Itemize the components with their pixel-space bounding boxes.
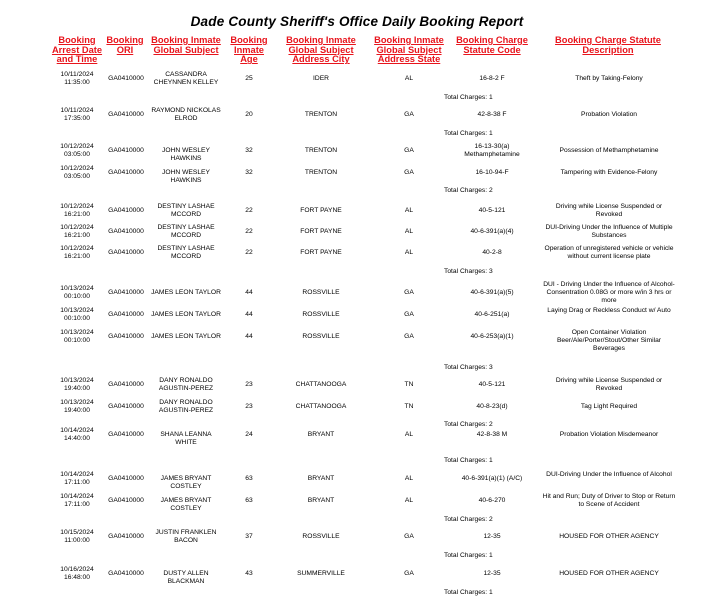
row-statute-description: Operation of unregistered vehicle or vehicle without current license plate xyxy=(544,245,674,260)
row-statute-code: 40-8-23(d) xyxy=(476,403,508,410)
row-inmate-age: 44 xyxy=(245,333,253,340)
row-statute-description: Tag Light Required xyxy=(580,403,638,410)
row-inmate-name: DANY RONALDO AGUSTIN-PEREZ xyxy=(158,377,214,392)
row-address-city: CHATTANOOGA xyxy=(295,403,347,410)
row-address-city: ROSSVILLE xyxy=(302,289,340,296)
row-statute-description: HOUSED FOR OTHER AGENCY xyxy=(559,570,659,577)
header-statute-code: Booking Charge Statute Code xyxy=(456,35,528,55)
row-arrest-date: 10/16/2024 16:48:00 xyxy=(60,566,94,581)
row-inmate-age: 20 xyxy=(245,111,253,118)
row-address-state: AL xyxy=(404,75,414,82)
row-address-state: AL xyxy=(404,249,414,256)
row-address-city: CHATTANOOGA xyxy=(295,381,347,388)
row-statute-code: 40-2-8 xyxy=(482,249,502,256)
row-statute-description: Theft by Taking-Felony xyxy=(575,75,643,82)
header-arrest-date: Booking Arrest Date and Time xyxy=(51,35,103,65)
row-address-city: FORT PAYNE xyxy=(300,249,342,256)
row-inmate-name: JOHN WESLEY HAWKINS xyxy=(162,147,210,162)
row-ori: GA0410000 xyxy=(108,249,144,256)
row-inmate-name: RAYMOND NICKOLAS ELROD xyxy=(151,107,221,122)
row-ori: GA0410000 xyxy=(108,289,144,296)
row-address-state: GA xyxy=(404,147,414,154)
row-address-city: FORT PAYNE xyxy=(300,207,342,214)
row-address-city: TRENTON xyxy=(304,147,338,154)
row-arrest-date: 10/12/2024 16:21:00 xyxy=(60,224,94,239)
row-statute-description: Probation Violation Misdemeanor xyxy=(559,431,659,438)
row-statute-code: 40-5-121 xyxy=(478,207,506,214)
total-charges: Total Charges: 1 xyxy=(444,130,493,137)
row-address-state: TN xyxy=(404,381,414,388)
row-address-city: ROSSVILLE xyxy=(302,311,340,318)
row-arrest-date: 10/12/2024 03:05:00 xyxy=(60,143,94,158)
row-inmate-name: JUSTIN FRANKLEN BACON xyxy=(155,529,217,544)
row-inmate-name: JAMES BRYANT COSTLEY xyxy=(160,475,212,490)
row-ori: GA0410000 xyxy=(108,403,144,410)
row-arrest-date: 10/13/2024 00:10:00 xyxy=(60,285,94,300)
row-inmate-name: DESTINY LASHAE MCCORD xyxy=(157,203,215,218)
row-ori: GA0410000 xyxy=(108,228,144,235)
row-arrest-date: 10/14/2024 17:11:00 xyxy=(60,471,94,486)
row-statute-description: HOUSED FOR OTHER AGENCY xyxy=(559,533,659,540)
row-statute-description: DUI-Driving Under the Influence of Alcohol xyxy=(546,471,672,478)
row-address-city: SUMMERVILLE xyxy=(297,570,345,577)
row-inmate-age: 63 xyxy=(245,497,253,504)
header-address-city: Booking Inmate Global Subject Address City xyxy=(286,35,356,65)
row-arrest-date: 10/12/2024 03:05:00 xyxy=(60,165,94,180)
row-inmate-age: 44 xyxy=(245,289,253,296)
row-inmate-age: 32 xyxy=(245,169,253,176)
row-address-city: FORT PAYNE xyxy=(300,228,342,235)
row-address-state: GA xyxy=(404,311,414,318)
row-address-state: GA xyxy=(404,169,414,176)
total-charges: Total Charges: 2 xyxy=(444,187,493,194)
row-arrest-date: 10/13/2024 00:10:00 xyxy=(60,307,94,322)
row-statute-description: DUI-Driving Under the Influence of Multiple Substances xyxy=(545,224,673,239)
row-ori: GA0410000 xyxy=(108,475,144,482)
row-ori: GA0410000 xyxy=(108,431,144,438)
row-address-state: TN xyxy=(404,403,414,410)
total-charges: Total Charges: 3 xyxy=(444,364,493,371)
row-inmate-name: JAMES LEON TAYLOR xyxy=(151,311,221,318)
row-address-city: IDER xyxy=(313,75,329,82)
row-statute-code: 16-8-2 F xyxy=(479,75,505,82)
row-ori: GA0410000 xyxy=(108,570,144,577)
row-inmate-age: 43 xyxy=(245,570,253,577)
row-arrest-date: 10/12/2024 16:21:00 xyxy=(60,245,94,260)
row-inmate-name: JAMES LEON TAYLOR xyxy=(151,289,221,296)
header-inmate-age: Booking Inmate Age xyxy=(230,35,268,65)
row-inmate-age: 24 xyxy=(245,431,253,438)
header-address-state: Booking Inmate Global Subject Address State xyxy=(374,35,444,65)
row-statute-code: 40-6-391(a)(1) (A/C) xyxy=(461,475,523,482)
row-inmate-age: 63 xyxy=(245,475,253,482)
row-inmate-age: 25 xyxy=(245,75,253,82)
row-arrest-date: 10/13/2024 19:40:00 xyxy=(60,377,94,392)
row-address-state: GA xyxy=(404,333,414,340)
row-ori: GA0410000 xyxy=(108,497,144,504)
total-charges: Total Charges: 1 xyxy=(444,589,493,596)
row-address-state: AL xyxy=(404,497,414,504)
total-charges: Total Charges: 1 xyxy=(444,457,493,464)
row-address-city: TRENTON xyxy=(304,169,338,176)
row-inmate-age: 37 xyxy=(245,533,253,540)
row-statute-code: 40-6-391(a)(4) xyxy=(470,228,514,235)
row-statute-description: Laying Drag or Reckless Conduct w/ Auto xyxy=(547,307,671,314)
row-inmate-age: 32 xyxy=(245,147,253,154)
row-arrest-date: 10/13/2024 00:10:00 xyxy=(60,329,94,344)
row-address-city: BRYANT xyxy=(307,475,335,482)
row-arrest-date: 10/11/2024 17:35:00 xyxy=(60,107,94,122)
row-inmate-age: 22 xyxy=(245,207,253,214)
row-ori: GA0410000 xyxy=(108,207,144,214)
row-arrest-date: 10/11/2024 11:35:00 xyxy=(60,71,94,86)
row-inmate-age: 44 xyxy=(245,311,253,318)
row-ori: GA0410000 xyxy=(108,381,144,388)
row-inmate-name: DUSTY ALLEN BLACKMAN xyxy=(163,570,209,585)
row-inmate-age: 22 xyxy=(245,228,253,235)
row-inmate-name: JOHN WESLEY HAWKINS xyxy=(162,169,210,184)
row-statute-description: Tampering with Evidence-Felony xyxy=(560,169,658,176)
row-statute-code: 42-8-38 M xyxy=(476,431,508,438)
row-inmate-name: SHANA LEANNA WHITE xyxy=(160,431,212,446)
total-charges: Total Charges: 1 xyxy=(444,552,493,559)
row-ori: GA0410000 xyxy=(108,169,144,176)
row-address-state: GA xyxy=(404,289,414,296)
row-address-city: ROSSVILLE xyxy=(302,533,340,540)
row-ori: GA0410000 xyxy=(108,75,144,82)
row-statute-description: Probation Violation xyxy=(580,111,638,118)
row-statute-code: 40-5-121 xyxy=(478,381,506,388)
row-inmate-age: 23 xyxy=(245,381,253,388)
row-address-state: AL xyxy=(404,207,414,214)
row-statute-code: 42-8-38 F xyxy=(477,111,507,118)
row-arrest-date: 10/15/2024 11:00:00 xyxy=(60,529,94,544)
row-address-state: GA xyxy=(404,533,414,540)
row-statute-description: Driving while License Suspended or Revoked xyxy=(555,203,663,218)
row-ori: GA0410000 xyxy=(108,311,144,318)
row-inmate-name: JAMES LEON TAYLOR xyxy=(151,333,221,340)
row-inmate-name: DESTINY LASHAE MCCORD xyxy=(157,224,215,239)
header-statute-description: Booking Charge Statute Description xyxy=(555,35,661,55)
row-statute-description: Possession of Methamphetamine xyxy=(559,147,659,154)
row-statute-description: Driving while License Suspended or Revoked xyxy=(555,377,663,392)
total-charges: Total Charges: 2 xyxy=(444,516,493,523)
row-arrest-date: 10/14/2024 17:11:00 xyxy=(60,493,94,508)
header-ori: Booking ORI xyxy=(106,35,144,55)
row-statute-code: 16-13-30(a) Methamphetamine xyxy=(464,143,520,158)
row-statute-code: 40-6-251(a) xyxy=(474,311,510,318)
row-statute-code: 40-6-270 xyxy=(478,497,506,504)
row-statute-description: Hit and Run; Duty of Driver to Stop or Return to Scene of Accident xyxy=(542,493,676,508)
total-charges: Total Charges: 3 xyxy=(444,268,493,275)
row-inmate-name: JAMES BRYANT COSTLEY xyxy=(160,497,212,512)
row-address-state: GA xyxy=(404,570,414,577)
row-inmate-name: DESTINY LASHAE MCCORD xyxy=(157,245,215,260)
row-inmate-name: DANY RONALDO AGUSTIN-PEREZ xyxy=(158,399,214,414)
row-arrest-date: 10/13/2024 19:40:00 xyxy=(60,399,94,414)
row-statute-code: 40-6-391(a)(5) xyxy=(470,289,514,296)
row-statute-code: 40-6-253(a)(1) xyxy=(470,333,514,340)
header-inmate-name: Booking Inmate Global Subject xyxy=(151,35,221,55)
row-address-city: BRYANT xyxy=(307,431,335,438)
row-inmate-age: 23 xyxy=(245,403,253,410)
row-statute-code: 12-35 xyxy=(483,533,501,540)
row-address-city: TRENTON xyxy=(304,111,338,118)
row-statute-description: DUI - Driving Under the Influence of Alcohol-Consentration 0.08G or more w/in 3 hrs or more xyxy=(543,281,675,304)
row-ori: GA0410000 xyxy=(108,333,144,340)
row-address-state: AL xyxy=(404,228,414,235)
row-address-city: ROSSVILLE xyxy=(302,333,340,340)
total-charges: Total Charges: 2 xyxy=(444,421,493,428)
row-address-state: AL xyxy=(404,475,414,482)
row-address-state: GA xyxy=(404,111,414,118)
row-ori: GA0410000 xyxy=(108,111,144,118)
row-statute-code: 12-35 xyxy=(483,570,501,577)
row-arrest-date: 10/14/2024 14:40:00 xyxy=(60,427,94,442)
total-charges: Total Charges: 1 xyxy=(444,94,493,101)
row-arrest-date: 10/12/2024 16:21:00 xyxy=(60,203,94,218)
row-address-city: BRYANT xyxy=(307,497,335,504)
row-address-state: AL xyxy=(404,431,414,438)
row-ori: GA0410000 xyxy=(108,147,144,154)
row-statute-code: 16-10-94-F xyxy=(475,169,509,176)
row-ori: GA0410000 xyxy=(108,533,144,540)
row-inmate-name: CASSANDRA CHEYNNEN KELLEY xyxy=(153,71,219,86)
row-inmate-age: 22 xyxy=(245,249,253,256)
row-statute-description: Open Container Violation Beer/Ale/Porter/Stout/Other Similar Beverages xyxy=(556,329,662,352)
report-title: Dade County Sheriff's Office Daily Booking Report xyxy=(190,14,524,29)
